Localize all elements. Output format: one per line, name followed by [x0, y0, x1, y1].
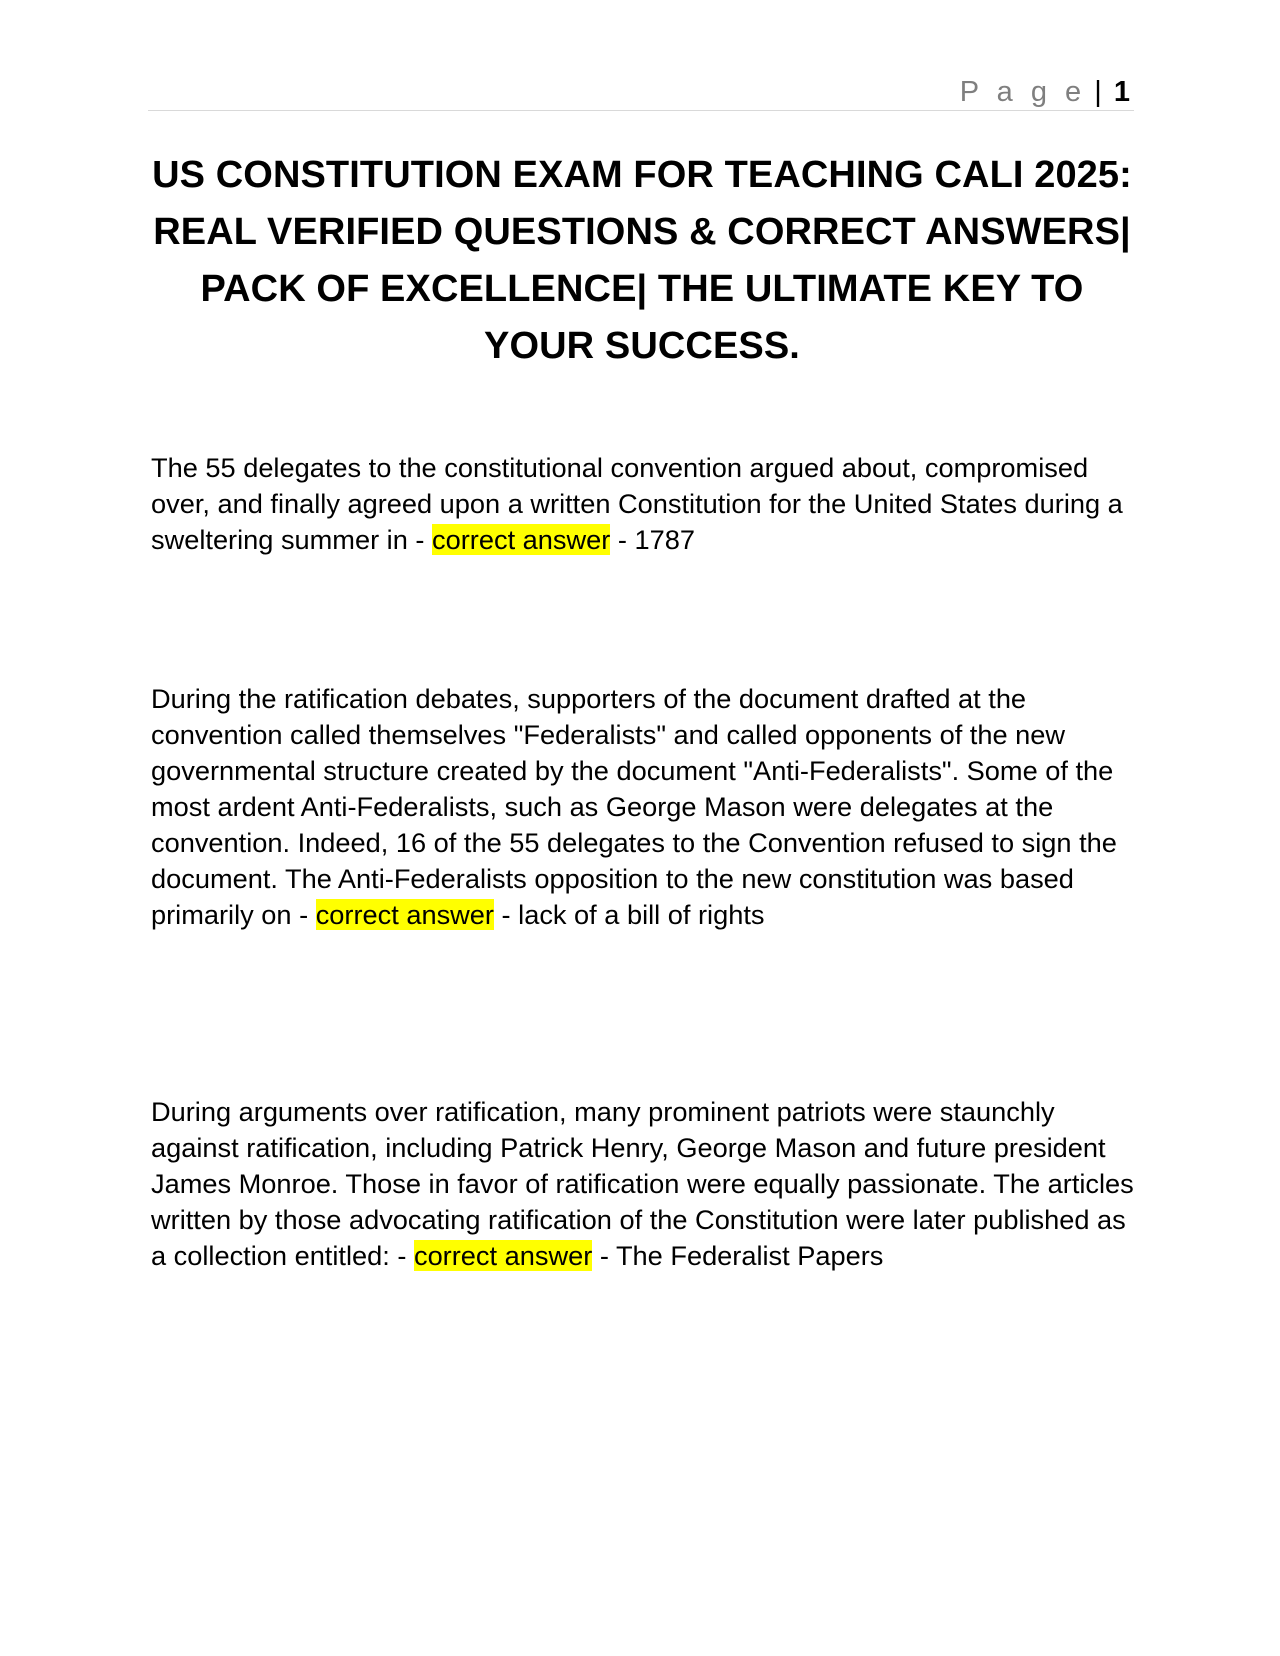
question-answer-3 [151, 1094, 1141, 1274]
dash-separator: - [592, 1240, 616, 1271]
question-text: During arguments over ratification, many prominent patriots were staunchly against ratification, including Patrick Henry, George Mason and future president James Monroe. Those in favor of ratification were equally passionate. The articles written by those advocating ratification of the Constitution were later published as a collection entitled: [151, 1096, 1134, 1271]
question-answer-2 [151, 681, 1141, 933]
question-answer-1 [151, 450, 1141, 558]
correct-answer-marker: correct answer [315, 899, 494, 930]
dash-separator: - [610, 524, 635, 555]
answer-text: 1787 [634, 524, 695, 555]
correct-answer-marker: correct answer [432, 524, 611, 555]
page-header [148, 72, 1134, 111]
dash-separator: - [493, 899, 519, 930]
correct-answer-marker: correct answer [413, 1240, 593, 1271]
page-separator: | [1094, 76, 1102, 108]
question-text: The 55 delegates to the constitutional convention argued about, compromised over, and finally agreed upon a written Constitution for the United States during a sweltering summer in [151, 452, 1123, 555]
question-text: During the ratification debates, supporters of the document drafted at the convention called themselves "Federalists" and called opponents of the new governmental structure created by the document "Anti-Federalists". Some of the most ardent Anti-Federalists, such as George Mason were delegates at the convention. Indeed, 16 of the 55 delegates to the Convention refused to sign the document. The Anti-Federalists opposition to the new constitution was based primarily on [151, 683, 1117, 930]
page-label: P a g e [959, 76, 1087, 108]
answer-text: lack of a bill of rights [518, 899, 765, 930]
page-number: 1 [1113, 76, 1130, 108]
answer-text: The Federalist Papers [615, 1240, 884, 1271]
dash-separator: - [407, 524, 433, 555]
dash-separator: - [389, 1240, 414, 1271]
dash-separator: - [291, 899, 316, 930]
document-title: US CONSTITUTION EXAM FOR TEACHING CALI 2025: REAL VERIFIED QUESTIONS & CORRECT ANSWERS| PACK OF EXCELLENCE| THE ULTIMATE KEY TO YOUR SUCCESS. [152, 154, 1132, 367]
page-number-indicator [960, 75, 1130, 109]
